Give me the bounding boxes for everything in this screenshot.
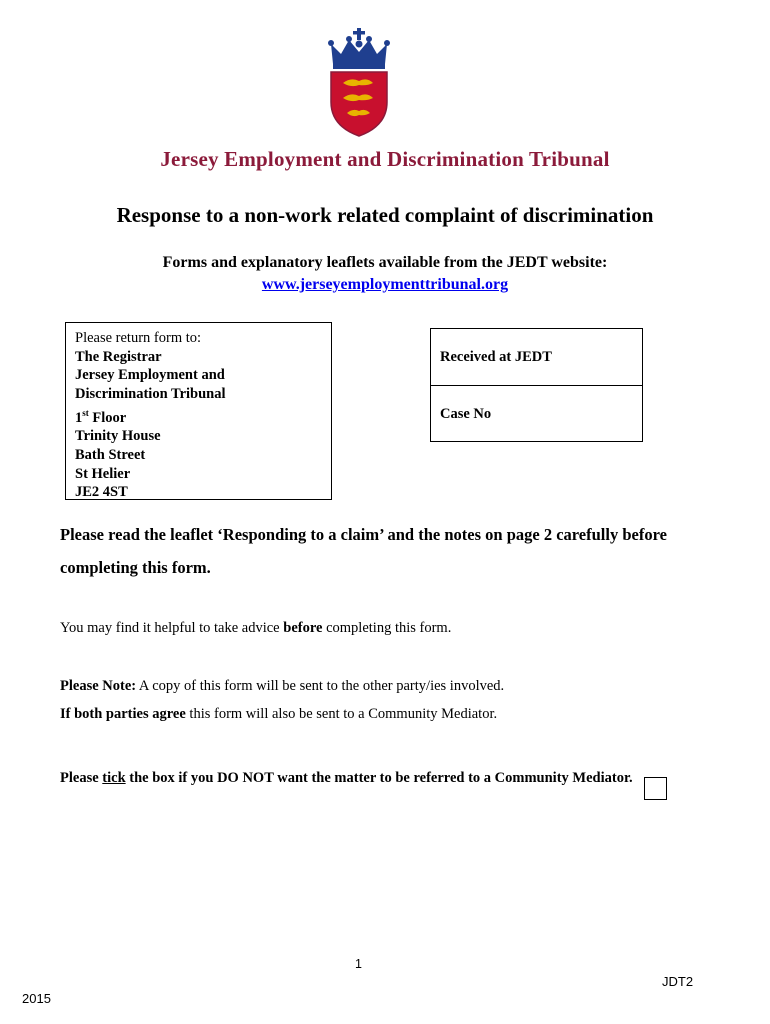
agree-label: If both parties agree bbox=[60, 706, 186, 722]
tribunal-title: Jersey Employment and Discrimination Tribunal bbox=[160, 147, 610, 171]
forms-availability-text: Forms and explanatory leaflets available from the JEDT website: bbox=[162, 254, 608, 271]
agree-text: this form will also be sent to a Community Mediator. bbox=[185, 706, 498, 722]
address-line: Trinity House bbox=[75, 428, 161, 445]
note-text: A copy of this form will be sent to the other party/ies involved. bbox=[136, 678, 505, 694]
tick-word: tick bbox=[102, 770, 126, 786]
mediator-opt-out-checkbox[interactable] bbox=[644, 777, 667, 800]
jersey-coat-of-arms-logo bbox=[325, 28, 393, 140]
address-line: The Registrar bbox=[75, 348, 162, 365]
page-number: 1 bbox=[355, 957, 362, 971]
address-line: Jersey Employment and bbox=[75, 367, 225, 384]
received-at-jedt-cell[interactable] bbox=[431, 329, 642, 385]
both-parties-agree-line bbox=[60, 706, 497, 723]
office-use-box bbox=[430, 328, 643, 442]
address-line: JE2 4ST bbox=[75, 484, 128, 501]
address-line: St Helier bbox=[75, 465, 131, 482]
return-intro: Please return form to: bbox=[75, 330, 202, 346]
case-no-cell[interactable] bbox=[431, 385, 642, 441]
website-link[interactable]: www.jerseyemploymenttribunal.org bbox=[261, 276, 509, 293]
advice-suffix: completing this form. bbox=[322, 620, 452, 636]
floor-word: Floor bbox=[88, 409, 127, 426]
mediator-opt-out-text bbox=[60, 764, 635, 792]
tick-suffix: the box if you DO NOT want the matter to be referred to a Community Mediator. bbox=[125, 770, 633, 786]
address-line: Bath Street bbox=[75, 447, 146, 464]
tick-prefix: Please bbox=[60, 770, 103, 786]
advice-note bbox=[60, 620, 451, 637]
read-leaflet-instruction: Please read the leaflet ‘Responding to a claim’ and the notes on page 2 carefully before completing this form. bbox=[60, 525, 667, 577]
case-no-label: Case No bbox=[440, 406, 492, 422]
advice-bold: before bbox=[283, 620, 323, 636]
form-year: 2015 bbox=[22, 991, 51, 1006]
address-floor bbox=[75, 404, 331, 428]
floor-suffix: st bbox=[82, 407, 89, 418]
note-label: Please Note: bbox=[60, 678, 137, 694]
floor-number: 1 bbox=[75, 409, 83, 426]
address-line: Discrimination Tribunal bbox=[75, 386, 226, 403]
form-code: JDT2 bbox=[662, 974, 694, 989]
please-note-line bbox=[60, 678, 504, 695]
advice-prefix: You may find it helpful to take advice bbox=[60, 620, 284, 636]
received-label: Received at JEDT bbox=[440, 349, 552, 365]
return-address-box bbox=[65, 322, 332, 500]
document-title: Response to a non-work related complaint of discrimination bbox=[116, 203, 654, 227]
